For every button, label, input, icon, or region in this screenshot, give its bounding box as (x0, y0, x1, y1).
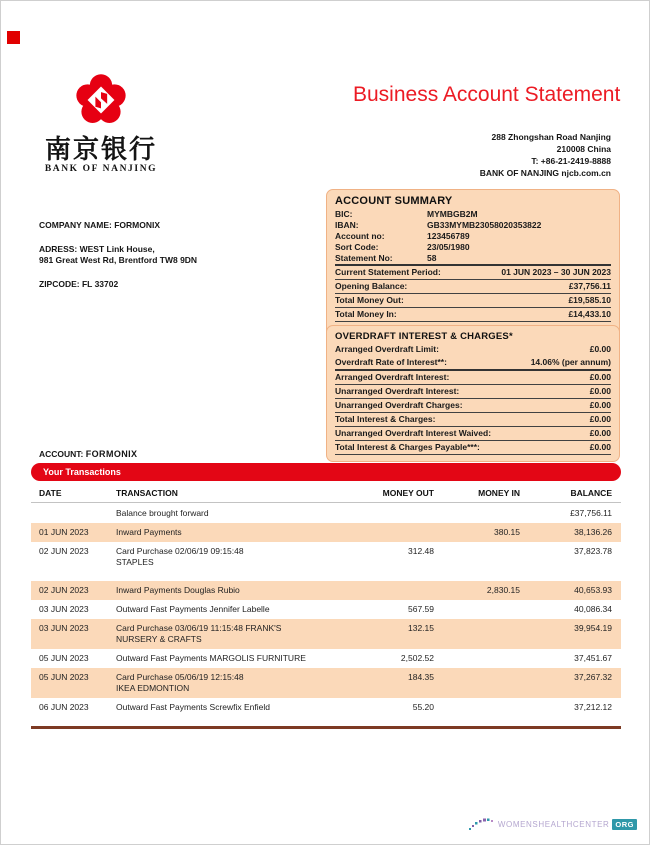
tx-out: 132.15 (408, 623, 434, 633)
tx-in: 2,830.15 (486, 585, 520, 595)
transaction-row (31, 523, 621, 542)
overdraft-row-label: Unarranged Overdraft Charges: (335, 400, 463, 410)
overdraft-row-value: £0.00 (589, 414, 611, 424)
bank-logo (39, 67, 163, 174)
overdraft-field (335, 343, 611, 356)
summary-field-label: Account no: (335, 231, 385, 241)
account-summary-box (326, 189, 620, 343)
overdraft-field-value: 14.06% (per annum) (530, 357, 611, 367)
overdraft-row (335, 412, 611, 426)
overdraft-row (335, 426, 611, 440)
tx-in (434, 702, 520, 713)
tx-bal: 37,212.12 (574, 702, 612, 712)
summary-field-value: 23/05/1980 (427, 242, 470, 252)
summary-field-value: MYMBGB2M (427, 209, 478, 219)
tx-desc-line: Outward Fast Payments Screwfix Enfield (116, 702, 271, 712)
column-header-money-out: MONEY OUT (382, 488, 434, 498)
overdraft-row (335, 440, 611, 455)
column-header-balance: BALANCE (570, 488, 612, 498)
overdraft-row-label: Total Interest & Charges Payable***: (335, 442, 480, 452)
tx-desc-line: Card Purchase 02/06/19 09:15:48 (116, 546, 244, 556)
summary-row-value: £14,433.10 (568, 309, 611, 319)
transactions-table (31, 488, 621, 729)
bank-name-chinese: 南京银行 (44, 134, 157, 164)
tx-out: 184.35 (408, 672, 434, 682)
summary-row-label: Total Money In: (335, 309, 397, 319)
tx-in (434, 653, 520, 664)
company-zipcode-line: ZIPCODE: FL 33702 (39, 279, 119, 289)
account-owner-name: FORMONIX (85, 449, 138, 459)
company-info-block (39, 220, 197, 290)
summary-field-label: Statement No: (335, 253, 393, 263)
bank-address-line: 288 Zhongshan Road Nanjing (491, 132, 611, 142)
tx-date: 05 JUN 2023 (39, 672, 89, 682)
tx-out (356, 585, 434, 596)
tx-date: 03 JUN 2023 (39, 604, 89, 614)
tx-desc-line: Inward Payments (116, 527, 182, 537)
tx-date (31, 508, 116, 519)
footer-watermark (469, 816, 637, 832)
tx-in (434, 508, 520, 519)
summary-field-label: Sort Code: (335, 242, 379, 252)
transaction-row (31, 698, 621, 717)
tx-desc (116, 546, 356, 568)
tx-bal: £37,756.11 (570, 508, 612, 518)
tx-out: 55.20 (412, 702, 434, 712)
summary-row-label: Total Money Out: (335, 295, 404, 305)
tx-out: 567.59 (408, 604, 434, 614)
tx-in (434, 672, 520, 694)
tx-desc-line: Outward Fast Payments MARGOLIS FURNITURE (116, 653, 306, 663)
tx-out (356, 527, 434, 538)
tx-in (434, 623, 520, 645)
tx-desc (116, 702, 356, 713)
tx-date: 02 JUN 2023 (39, 585, 89, 595)
watermark-text: WOMENSHEALTHCENTER (497, 819, 610, 829)
overdraft-charge-rows (335, 369, 611, 455)
summary-field (335, 231, 611, 242)
tx-date: 01 JUN 2023 (39, 527, 89, 537)
bank-address-block (480, 131, 611, 179)
transaction-row (31, 581, 621, 600)
tx-desc-line: Outward Fast Payments Jennifer Labelle (116, 604, 270, 614)
overdraft-field (335, 356, 611, 369)
summary-field-label: IBAN: (335, 220, 359, 230)
tx-date: 06 JUN 2023 (39, 702, 89, 712)
tx-in: 380.15 (494, 527, 520, 537)
tx-desc (116, 623, 356, 645)
overdraft-box (326, 325, 620, 462)
tx-bal: 40,653.93 (574, 585, 612, 595)
overdraft-row-value: £0.00 (589, 400, 611, 410)
overdraft-row (335, 369, 611, 384)
summary-field (335, 220, 611, 231)
summary-field-value: GB33MYMB23058020353822 (427, 220, 542, 230)
column-header-date: DATE (39, 488, 62, 498)
overdraft-row (335, 398, 611, 412)
company-address-line2: 981 Great West Rd, Brentford TW8 9DN (39, 255, 198, 265)
transaction-row (31, 600, 621, 619)
column-header-money-in: MONEY IN (478, 488, 520, 498)
plum-blossom-logo-icon (73, 67, 129, 133)
overdraft-row-value: £0.00 (589, 386, 611, 396)
company-name-line: COMPANY NAME: FORMONIX (39, 220, 161, 230)
tx-bal: 37,823.78 (574, 546, 612, 556)
tx-in (434, 546, 520, 568)
summary-row (335, 264, 611, 279)
summary-field-label: BIC: (335, 209, 353, 219)
summary-field (335, 242, 611, 253)
tx-bal: 39,954.19 (574, 623, 612, 633)
transactions-header-row (31, 488, 621, 503)
tx-date: 03 JUN 2023 (39, 623, 89, 633)
bank-name-latin: BANK OF NANJING (44, 164, 158, 174)
overdraft-top-rows (335, 343, 611, 369)
overdraft-field-label: Arranged Overdraft Limit: (335, 344, 439, 354)
summary-row-value: £37,756.11 (568, 281, 611, 291)
overdraft-row-label: Unarranged Overdraft Interest Waived: (335, 428, 492, 438)
account-owner-line (39, 449, 137, 459)
summary-row (335, 307, 611, 321)
tx-desc (116, 653, 356, 664)
transactions-body (31, 504, 621, 717)
account-summary-title: ACCOUNT SUMMARY (335, 195, 453, 207)
company-address-line1: ADRESS: WEST Link House, (39, 244, 155, 254)
tx-desc (116, 585, 356, 596)
tx-bal: 40,086.34 (574, 604, 612, 614)
tx-desc-line: Balance brought forward (116, 508, 209, 518)
overdraft-row (335, 384, 611, 398)
overdraft-row-value: £0.00 (589, 428, 611, 438)
overdraft-row-label: Unarranged Overdraft Interest: (335, 386, 460, 396)
overdraft-title: OVERDRAFT INTEREST & CHARGES* (335, 331, 513, 342)
summary-row-value: 01 JUN 2023 – 30 JUN 2023 (501, 267, 611, 277)
tx-desc-line: STAPLES (116, 557, 154, 567)
summary-row-label: Opening Balance: (335, 281, 408, 291)
account-label: ACCOUNT: (39, 449, 86, 459)
page-title: Business Account Statement (353, 83, 621, 106)
tx-out (356, 508, 434, 519)
tx-desc (116, 604, 356, 615)
account-summary-fields (335, 209, 611, 264)
column-header-transaction: TRANSACTION (116, 488, 178, 498)
summary-field-value: 58 (427, 253, 437, 263)
transaction-row (31, 504, 621, 523)
transaction-row (31, 542, 621, 572)
transaction-row (31, 649, 621, 668)
watermark-dots-icon (469, 816, 495, 832)
summary-field (335, 209, 611, 220)
corner-red-square (7, 31, 20, 44)
tx-out: 312.48 (408, 546, 434, 556)
bank-web-line: BANK OF NANJING njcb.com.cn (479, 168, 611, 178)
tx-desc-line: Inward Payments Douglas Rubio (116, 585, 240, 595)
tx-desc-line: IKEA EDMONTION (116, 683, 190, 693)
tx-desc-line: NURSERY & CRAFTS (116, 634, 202, 644)
summary-row (335, 293, 611, 307)
tx-date: 02 JUN 2023 (39, 546, 89, 556)
tx-bal: 37,451.67 (574, 653, 612, 663)
tx-bal: 37,267.32 (574, 672, 612, 682)
transactions-banner: Your Transactions (31, 463, 621, 481)
overdraft-row-value: £0.00 (589, 442, 611, 452)
tx-in (434, 604, 520, 615)
summary-field-value: 123456789 (427, 231, 470, 241)
tx-desc-line: Card Purchase 03/06/19 11:15:48 FRANK'S (116, 623, 282, 633)
table-end-rule (31, 726, 621, 729)
tx-desc (116, 672, 356, 694)
tx-desc-line: Card Purchase 05/06/19 12:15:48 (116, 672, 244, 682)
summary-row-value: £19,585.10 (568, 295, 611, 305)
overdraft-row-label: Arranged Overdraft Interest: (335, 372, 450, 382)
summary-field (335, 253, 611, 264)
overdraft-row-value: £0.00 (589, 372, 611, 382)
summary-row-label: Current Statement Period: (335, 267, 441, 277)
bank-address-line: 210008 China (556, 144, 611, 154)
summary-row (335, 279, 611, 293)
transaction-row (31, 619, 621, 649)
transaction-row (31, 668, 621, 698)
tx-desc (116, 508, 356, 519)
tx-out: 2,502.52 (400, 653, 434, 663)
overdraft-row-label: Total Interest & Charges: (335, 414, 436, 424)
watermark-org-badge: ORG (612, 819, 637, 830)
tx-bal: 38,136.26 (574, 527, 612, 537)
bank-phone-line: T: +86-21-2419-8888 (531, 156, 611, 166)
overdraft-field-label: Overdraft Rate of Interest**: (335, 357, 447, 367)
tx-date: 05 JUN 2023 (39, 653, 89, 663)
overdraft-field-value: £0.00 (589, 344, 611, 354)
tx-desc (116, 527, 356, 538)
